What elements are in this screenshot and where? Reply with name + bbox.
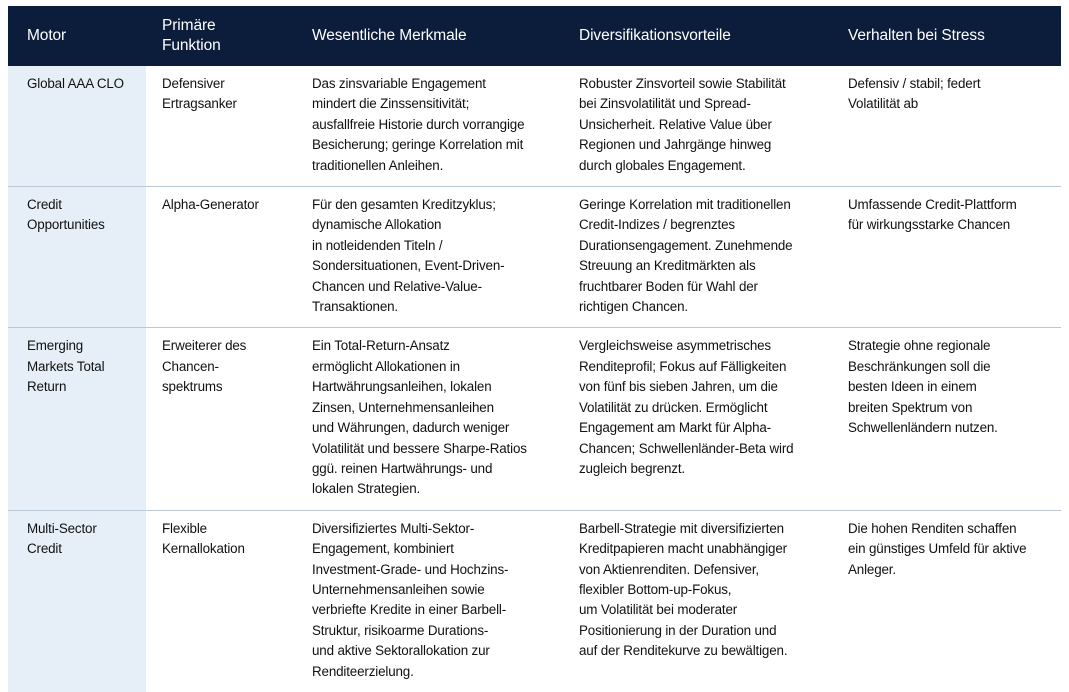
table-row [8, 510, 1061, 692]
cell-key-features: Das zinsvariable Engagement mindert die Zinssensitivität; ausfallfreie Historie durch vorrangige Besicherung; geringe Korrelation mit traditionellen Anleihen. [296, 66, 563, 187]
cell-primary-function: Flexible Kernallokation [162, 520, 245, 557]
table-row [8, 66, 1061, 187]
table-header [8, 6, 1061, 66]
motor-comparison-table [8, 6, 1061, 692]
table-body [8, 66, 1061, 692]
cell-diversification-benefits: Geringe Korrelation mit traditionellen Credit-Indizes / begrenztes Durationsengagement. Zunehmende Streuung an Kreditmärkten als fruchtbarer Boden für Wahl der richtigen Chancen. [563, 187, 832, 328]
cell-primary-function: Erweiterer des Chancen- spektrums [146, 328, 296, 510]
cell-motor: Multi-Sector Credit [8, 510, 146, 692]
cell-stress-behavior: Strategie ohne regionale Beschränkungen soll die besten Ideen in einem breiten Spektrum von Schwellenländern nutzen. [832, 328, 1061, 510]
cell-key-features: Für den gesamten Kreditzyklus; dynamische Allokation in notleidenden Titeln / Sondersituationen, Event-Driven- Chancen und Relative-Value- Transaktionen. [296, 187, 563, 328]
cell-stress-behavior: Umfassende Credit-Plattform für wirkungsstarke Chancen [832, 187, 1061, 328]
column-header-primary-function: Primäre Funktion [162, 17, 221, 54]
cell-key-features: Ein Total-Return-Ansatz ermöglicht Allokationen in Hartwährungsanleihen, lokalen Zinsen, Unternehmensanleihen und Währungen, dadurch weniger Volatilität und bessere Sharpe-Ratios ggü. reinen Hartwährungs- und lokalen Strategien. [296, 328, 563, 510]
cell-key-features: Diversifiziertes Multi-Sektor- Engagement, kombiniert Investment-Grade- und Hochzins- Unternehmensanleihen sowie verbriefte Kredite in einer Barbell- Struktur, risikoarme Durations- und aktive Sektorallokation zur Renditeerzielung. [312, 520, 509, 679]
column-header-stress-behavior: Verhalten bei Stress [848, 27, 985, 44]
cell-diversification-benefits: Robuster Zinsvorteil sowie Stabilität bei Zinsvolatilität und Spread- Unsicherheit. Relative Value über Regionen und Jahrgänge hinweg durch globales Engagement. [563, 66, 832, 187]
cell-diversification-benefits: Barbell-Strategie mit diversifizierten Kreditpapieren macht unabhängiger von Aktienrenditen. Defensiver, flexibler Bottom-up-Fokus, um Volatilität bei moderater Positionierung in der Duration und auf der Renditekurve zu bewältigen. [579, 520, 788, 659]
header-row [8, 6, 1061, 66]
table-row [8, 187, 1061, 328]
cell-primary-function: Alpha-Generator [146, 187, 296, 328]
cell-motor: Credit Opportunities [8, 187, 146, 328]
column-header-motor: Motor [27, 27, 67, 44]
cell-motor: Global AAA CLO [8, 66, 146, 187]
column-header-key-features: Wesentliche Merkmale [312, 27, 467, 44]
cell-diversification-benefits: Vergleichsweise asymmetrisches Renditeprofil; Fokus auf Fälligkeiten von fünf bis sieben Jahren, um die Volatilität zu drücken. Ermöglicht Engagement am Markt für Alpha- Chancen; Schwellenländer-Beta wird zugleich begrenzt. [563, 328, 832, 510]
table-row [8, 328, 1061, 510]
column-header-diversification-benefits: Diversifikationsvorteile [579, 27, 731, 44]
cell-stress-behavior: Defensiv / stabil; federt Volatilität ab [832, 66, 1061, 187]
cell-primary-function: Defensiver Ertragsanker [146, 66, 296, 187]
cell-motor: Emerging Markets Total Return [8, 328, 146, 510]
cell-stress-behavior: Die hohen Renditen schaffen ein günstiges Umfeld für aktive Anleger. [848, 520, 1027, 577]
